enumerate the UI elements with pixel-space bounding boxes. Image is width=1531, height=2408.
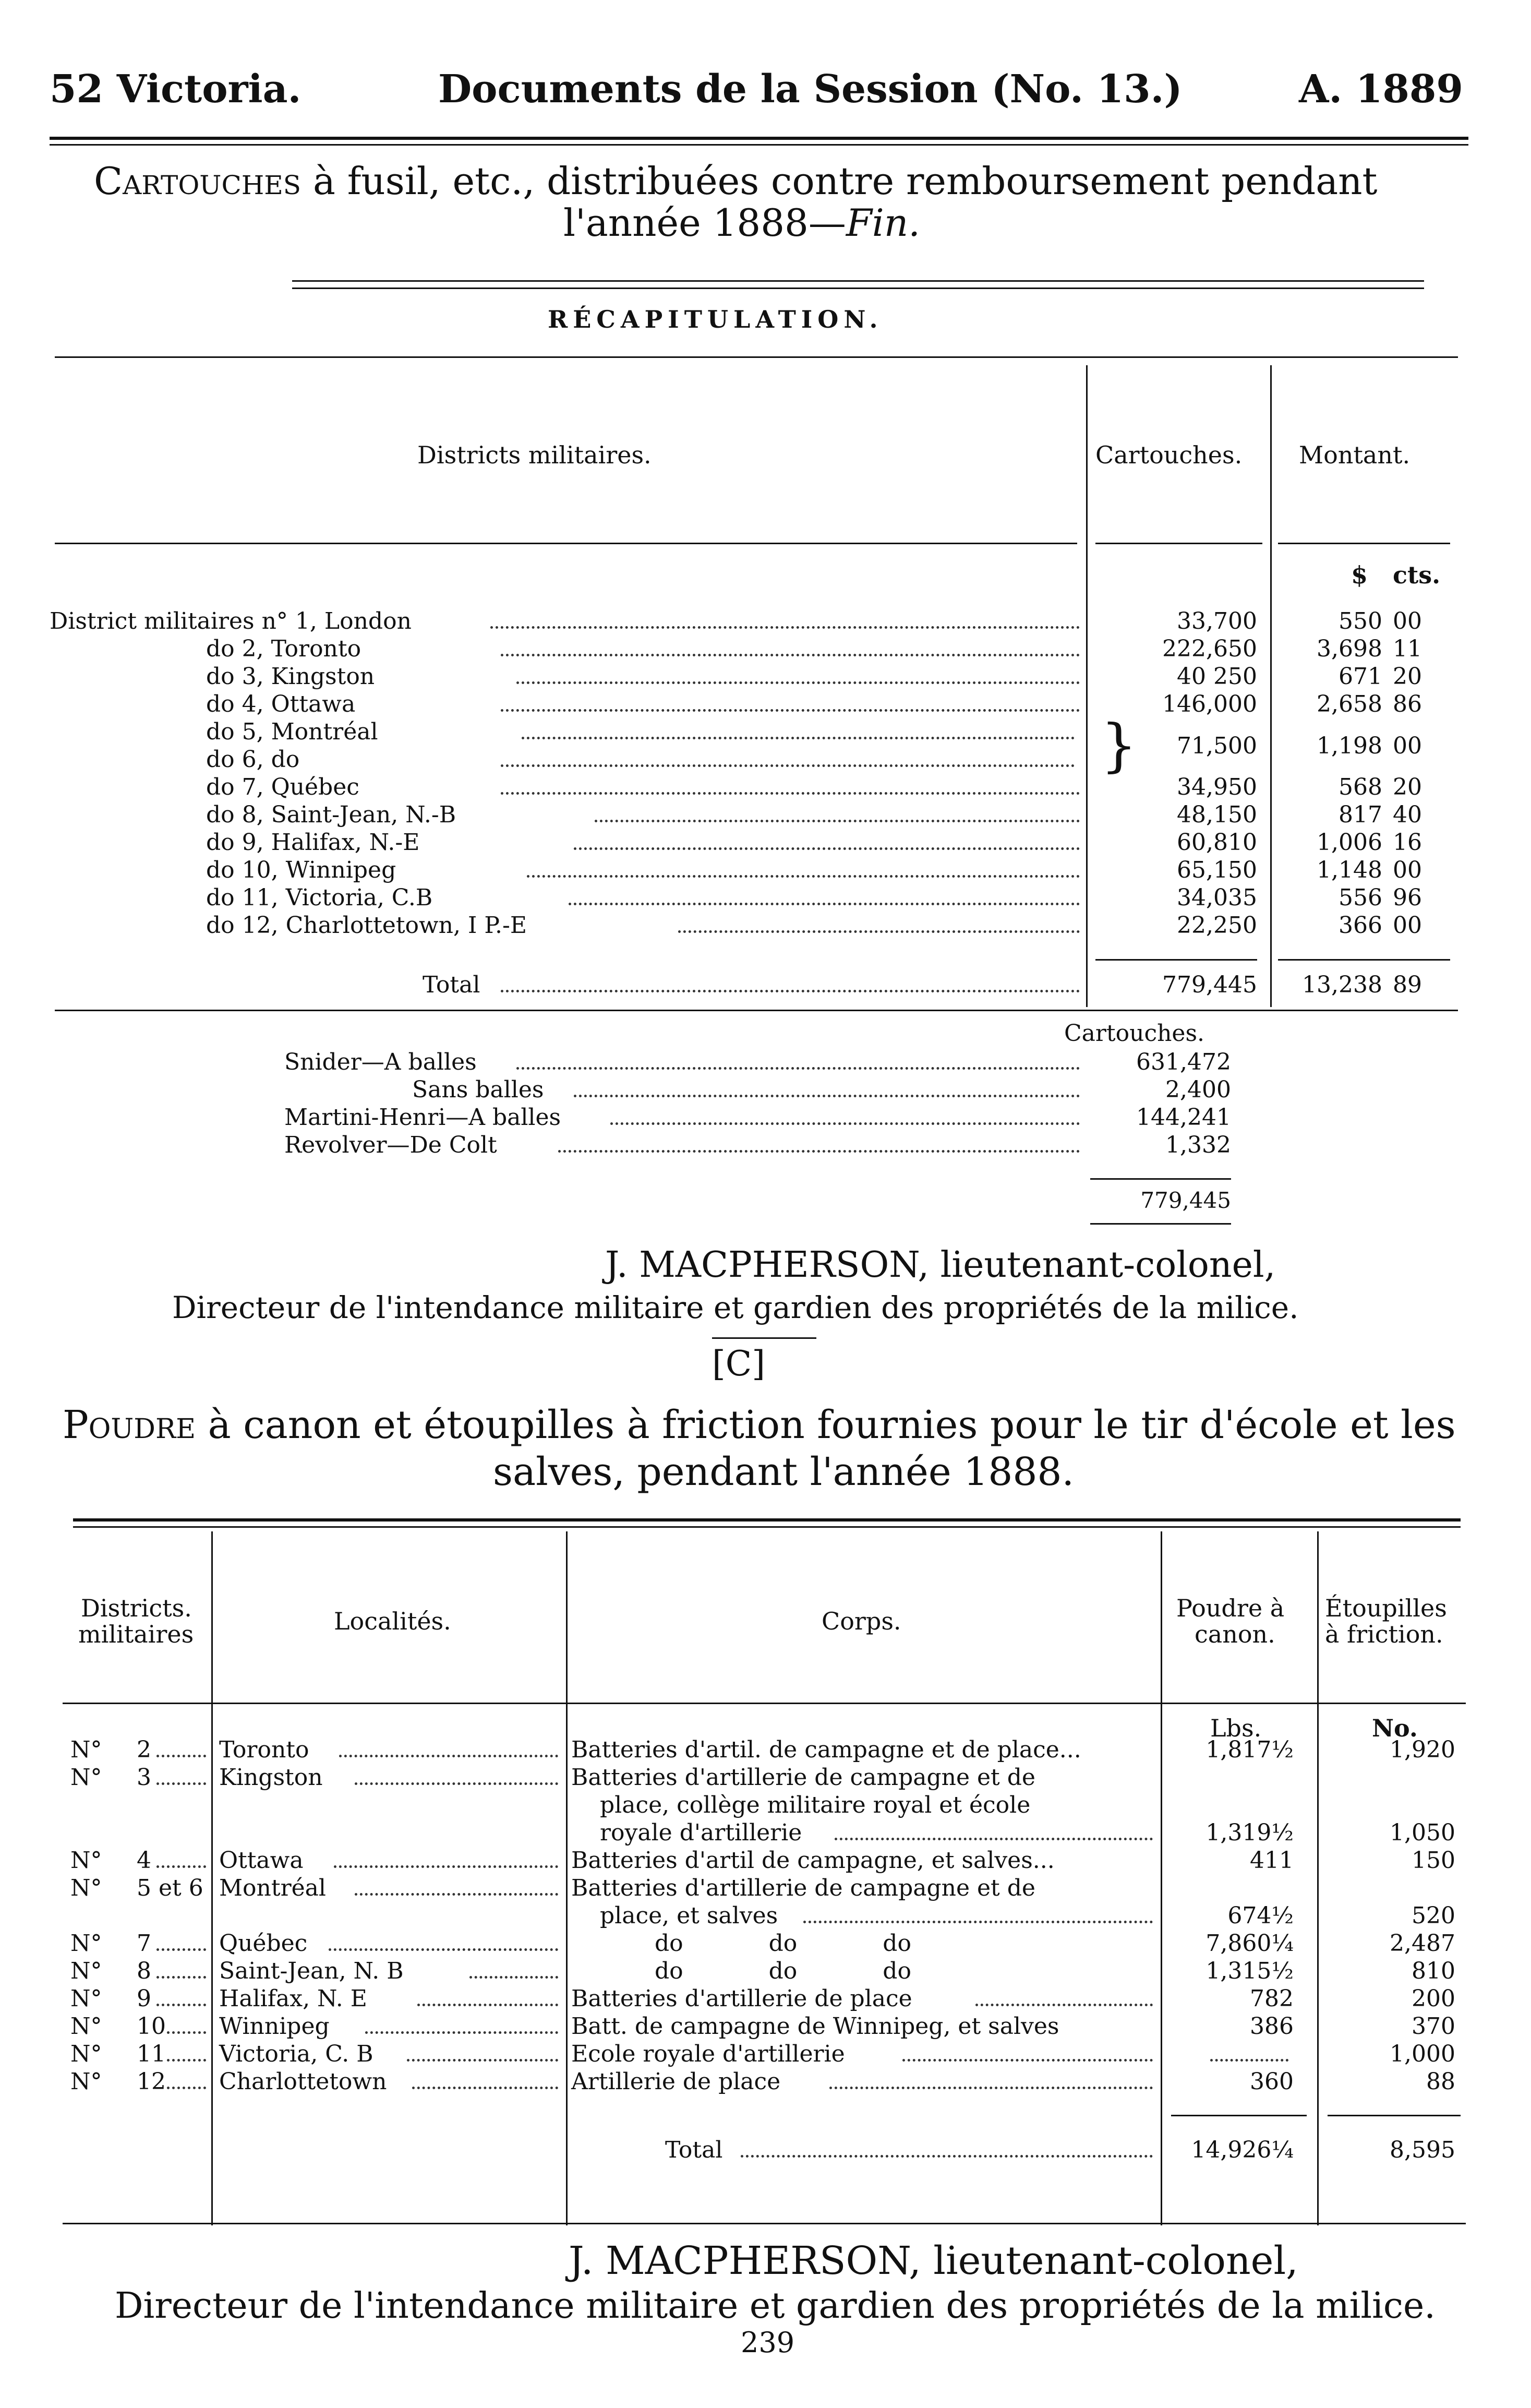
breakdown-dots	[610, 1122, 1080, 1125]
t2-col-localites: Localités.	[334, 1607, 451, 1635]
section1-title-caps: Cartouches	[94, 159, 302, 203]
t2-row-localite: Halifax, N. E	[219, 1985, 367, 2012]
t2-row-localite: Saint-Jean, N. B	[219, 1958, 404, 1984]
t2-row-localite: Montréal	[219, 1875, 326, 1901]
t1-col-districts: Districts militaires.	[417, 441, 652, 469]
t1-row-cts: 20	[1393, 663, 1422, 690]
breakdown-label: Sans balles	[412, 1076, 544, 1103]
t2-row-localite: Victoria, C. B	[219, 2041, 373, 2067]
t2-leader-dots	[334, 1865, 558, 1868]
t1-row-dollars: 550	[1339, 608, 1382, 634]
t2-total-poudre: 14,926¼	[1191, 2137, 1294, 2163]
t2-row-etoup: 1,920	[1390, 1736, 1455, 1763]
t2-row-corps: Artillerie de place	[571, 2068, 781, 2095]
t2-col-districts-1: Districts.	[81, 1594, 192, 1622]
t2-leader-dots	[1210, 2059, 1288, 2062]
t2-row-poudre: 7,860¼	[1205, 1930, 1294, 1957]
t2-col-poudre-1: Poudre à	[1176, 1594, 1285, 1622]
t1-row-label: do 4, Ottawa	[206, 691, 356, 717]
t1-leader-dots	[574, 847, 1080, 850]
recap-title: RÉCAPITULATION.	[548, 305, 883, 333]
t1-row-cart: 33,700	[1177, 608, 1257, 634]
section2-signature-name: J. MACPHERSON, lieutenant-colonel,	[569, 2238, 1298, 2283]
breakdown-label: Martini-Henri—A balles	[284, 1104, 561, 1131]
t2-col-etoup-2: à friction.	[1325, 1620, 1443, 1648]
t2-leader-dots	[355, 1782, 558, 1785]
t2-row-district: 7	[137, 1930, 151, 1957]
t2-leader-dots	[469, 1976, 558, 1979]
t2-row-district: 8	[137, 1958, 151, 1984]
t1-row-label: do 6, do	[206, 746, 300, 773]
section2-title-caps: Poudre	[63, 1403, 196, 1447]
t2-leader-dots	[741, 2155, 1153, 2158]
t1-head-rule-2	[1095, 543, 1262, 544]
t2-row-poudre: 411	[1250, 1847, 1294, 1874]
t1-total-cart: 779,445	[1162, 972, 1257, 998]
t2-row-poudre: 674½	[1227, 1902, 1294, 1929]
t1-leader-dots	[678, 930, 1080, 933]
t2-top-rule-b	[73, 1526, 1461, 1528]
t2-row-corps: Batteries d'artil. de campagne et de place...	[571, 1736, 1081, 1763]
t2-leader-dots	[365, 2031, 558, 2034]
t2-total-rule-1	[1171, 2115, 1307, 2116]
t2-leader-dots	[339, 1755, 558, 1757]
t2-row-district: 10	[137, 2013, 166, 2040]
recap-rule	[55, 356, 1458, 358]
header-center: Documents de la Session (No. 13.)	[438, 67, 1183, 112]
t2-row-corps: Batteries d'artillerie de place	[571, 1985, 912, 2012]
t1-leader-dots	[501, 764, 1075, 767]
t2-row-poudre: 1,315½	[1205, 1958, 1294, 1984]
t2-row-corps: do do do	[655, 1958, 911, 1984]
section1-title-line2	[563, 201, 920, 245]
t1-row-cart: 48,150	[1177, 801, 1257, 828]
t2-leader-dots	[417, 2004, 558, 2006]
t1-row-cart: 146,000	[1162, 691, 1257, 717]
t1-row-cts: 40	[1393, 801, 1422, 828]
t2-leader-dots	[167, 2031, 206, 2034]
t2-row-etoup: 1,050	[1390, 1819, 1455, 1846]
t1-leader-dots	[595, 820, 1080, 822]
section1-title-year: l'année 1888—	[563, 201, 846, 245]
t2-row-corps-cont: royale d'artillerie	[600, 1819, 802, 1846]
breakdown-dots	[574, 1095, 1080, 1097]
header-left: 52 Victoria.	[50, 67, 302, 112]
page-number: 239	[741, 2326, 795, 2359]
t1-row-label: do 11, Victoria, C.B	[206, 884, 433, 911]
t1-col-cartouches: Cartouches.	[1095, 441, 1243, 469]
header-rule-thick	[50, 137, 1468, 140]
breakdown-total-rule-1	[1090, 1178, 1231, 1180]
t2-col-poudre-2: canon.	[1195, 1620, 1275, 1648]
t2-row-n: N°	[70, 1764, 102, 1791]
t1-leader-dots	[490, 626, 1080, 629]
t2-row-district: 4	[137, 1847, 151, 1874]
t1-row-dollars: 1,198	[1317, 733, 1382, 759]
breakdown-header: Cartouches.	[1064, 1020, 1205, 1047]
t1-row-dollars: 1,006	[1317, 829, 1382, 856]
section2-title-rest: à canon et étoupilles à friction fournies pour le tir d'école et les	[196, 1403, 1456, 1447]
t2-row-n: N°	[70, 2068, 102, 2095]
t1-bottom-rule	[55, 1010, 1458, 1011]
section1-title-rest: à fusil, etc., distribuées contre remboursement pendant	[301, 159, 1378, 203]
t2-row-corps-cont: place, et salves	[600, 1902, 778, 1929]
t1-row-dollars: 1,148	[1317, 857, 1382, 883]
t2-row-corps: Ecole royale d'artillerie	[571, 2041, 845, 2067]
t2-col-divider-2	[566, 1531, 568, 2225]
breakdown-value: 144,241	[1136, 1104, 1231, 1131]
t1-row-dollars: 556	[1339, 884, 1382, 911]
t1-total-dollars: 13,238	[1302, 972, 1382, 998]
t1-leader-dots	[501, 792, 1080, 795]
t1-row-dollars: 568	[1339, 774, 1382, 800]
t1-row-label: do 12, Charlottetown, I P.-E	[206, 912, 527, 939]
t2-row-poudre: 386	[1250, 2013, 1294, 2040]
header-right: A. 1889	[1299, 67, 1463, 112]
t2-row-n: N°	[70, 1875, 102, 1901]
t2-row-district: 2	[137, 1736, 151, 1763]
t1-row-cts: 20	[1393, 774, 1422, 800]
t2-row-corps: Batteries d'artillerie de campagne et de	[571, 1764, 1035, 1791]
t1-col-divider-2	[1270, 365, 1272, 1007]
t1-total-cts: 89	[1393, 972, 1422, 998]
t2-col-divider-3	[1161, 1531, 1162, 2225]
breakdown-dots	[558, 1150, 1080, 1153]
t2-leader-dots	[835, 1838, 1153, 1840]
section1-signature-title: Directeur de l'intendance militaire et gardien des propriétés de la milice.	[172, 1290, 1299, 1325]
t2-row-corps: Batt. de campagne de Winnipeg, et salves	[571, 2013, 1059, 2040]
t2-row-n: N°	[70, 2041, 102, 2067]
t2-row-etoup: 810	[1412, 1958, 1455, 1984]
breakdown-label: Snider—A balles	[284, 1049, 477, 1075]
section2-label: [C]	[712, 1344, 765, 1384]
t1-row-dollars: 671	[1339, 663, 1382, 690]
t2-leader-dots	[156, 1948, 206, 1951]
t1-leader-dots	[569, 903, 1080, 905]
t1-row-label: do 9, Halifax, N.-E	[206, 829, 420, 856]
t1-leader-dots	[522, 737, 1075, 739]
section1-signature-name: J. MACPHERSON, lieutenant-colonel,	[605, 1244, 1276, 1286]
section1-rule-a	[292, 280, 1424, 282]
t1-unit-dollars: $	[1351, 561, 1368, 589]
t1-row-cts: 00	[1393, 608, 1422, 634]
breakdown-dots	[516, 1067, 1080, 1070]
t2-leader-dots	[355, 1893, 558, 1896]
t1-col-montant: Montant.	[1299, 441, 1411, 469]
t2-row-district: 11	[137, 2041, 166, 2067]
t1-row-label: do 8, Saint-Jean, N.-B	[206, 801, 456, 828]
t2-bottom-rule	[63, 2223, 1466, 2224]
t2-row-n: N°	[70, 1930, 102, 1957]
t2-row-etoup: 88	[1426, 2068, 1455, 2095]
t2-leader-dots	[329, 1948, 558, 1951]
t2-col-etoup-1: Étoupilles	[1325, 1594, 1447, 1622]
t2-row-localite: Winnipeg	[219, 2013, 330, 2040]
t2-col-divider-1	[211, 1531, 213, 2225]
t1-row-dollars: 3,698	[1317, 636, 1382, 662]
t1-row-cart: 71,500	[1177, 733, 1257, 759]
header-rule-thin	[50, 144, 1468, 146]
t2-row-etoup: 520	[1412, 1902, 1455, 1929]
t1-row-label: do 7, Québec	[206, 774, 359, 800]
t2-leader-dots	[167, 2087, 206, 2089]
t1-row-cart: 40 250	[1177, 663, 1257, 690]
t2-row-n: N°	[70, 1847, 102, 1874]
t2-row-corps: Batteries d'artil de campagne, et salves...	[571, 1847, 1055, 1874]
t2-row-localite: Kingston	[219, 1764, 323, 1791]
t1-total-rule-1	[1095, 959, 1257, 961]
t1-row-cts: 00	[1393, 912, 1422, 939]
section2-signature-title: Directeur de l'intendance militaire et gardien des propriétés de la milice.	[115, 2285, 1436, 2327]
t2-top-rule-a	[73, 1518, 1461, 1522]
t2-row-n: N°	[70, 1958, 102, 1984]
brace-icon: }	[1101, 712, 1137, 778]
t2-row-etoup: 200	[1412, 1985, 1455, 2012]
t2-head-rule	[63, 1703, 1466, 1704]
t1-row-cart: 34,035	[1177, 884, 1257, 911]
breakdown-value: 1,332	[1165, 1132, 1231, 1158]
t2-total-label: Total	[665, 2137, 723, 2163]
t1-row-dollars: 366	[1339, 912, 1382, 939]
section1-title-fin: Fin.	[846, 201, 921, 245]
t2-row-district: 5 et 6	[137, 1875, 203, 1901]
t2-unit-lbs: Lbs.	[1210, 1714, 1262, 1742]
t2-row-poudre: 782	[1250, 1985, 1294, 2012]
t2-leader-dots	[829, 2087, 1153, 2089]
t2-row-poudre: 1,319½	[1205, 1819, 1294, 1846]
t1-row-cts: 86	[1393, 691, 1422, 717]
section2-title-line1	[63, 1403, 1456, 1447]
t1-row-label: District militaires n° 1, London	[50, 608, 412, 634]
t2-leader-dots	[156, 1755, 206, 1757]
t2-leader-dots	[156, 2004, 206, 2006]
t1-row-label: do 5, Montréal	[206, 718, 378, 745]
t2-col-corps: Corps.	[822, 1607, 901, 1635]
t1-row-label: do 3, Kingston	[206, 663, 375, 690]
t2-leader-dots	[902, 2059, 1153, 2062]
t2-total-rule-2	[1328, 2115, 1461, 2116]
t2-row-corps: do do do	[655, 1930, 911, 1957]
breakdown-value: 631,472	[1136, 1049, 1231, 1075]
t2-row-district: 3	[137, 1764, 151, 1791]
t1-head-rule-1	[55, 543, 1077, 544]
t1-total-label: Total	[423, 972, 480, 998]
t1-row-cart: 34,950	[1177, 774, 1257, 800]
t2-row-district: 9	[137, 1985, 151, 2012]
t1-row-cart: 22,250	[1177, 912, 1257, 939]
t2-row-localite: Québec	[219, 1930, 308, 1957]
t1-unit-cts: cts.	[1393, 561, 1441, 589]
t1-row-cts: 00	[1393, 733, 1422, 759]
t2-leader-dots	[803, 1921, 1153, 1923]
t2-row-corps: Batteries d'artillerie de campagne et de	[571, 1875, 1035, 1901]
t2-unit-no: No.	[1372, 1714, 1418, 1742]
t2-row-n: N°	[70, 1985, 102, 2012]
t2-leader-dots	[412, 2087, 558, 2089]
t2-row-district: 12	[137, 2068, 166, 2095]
t2-row-localite: Ottawa	[219, 1847, 304, 1874]
t2-row-n: N°	[70, 2013, 102, 2040]
breakdown-label: Revolver—De Colt	[284, 1132, 497, 1158]
t2-col-districts-2: militaires	[78, 1620, 194, 1648]
t1-head-rule-3	[1278, 543, 1450, 544]
t2-leader-dots	[167, 2059, 206, 2062]
t2-total-etoup: 8,595	[1390, 2137, 1455, 2163]
t1-leader-dots	[516, 681, 1080, 684]
section2-title-line2: salves, pendant l'année 1888.	[493, 1449, 1075, 1494]
t1-row-cart: 222,650	[1162, 636, 1257, 662]
t1-row-cts: 16	[1393, 829, 1422, 856]
t1-row-cart: 65,150	[1177, 857, 1257, 883]
t2-row-poudre: 1,817½	[1205, 1736, 1294, 1763]
t1-row-cts: 00	[1393, 857, 1422, 883]
t2-row-etoup: 2,487	[1390, 1930, 1455, 1957]
t1-row-dollars: 817	[1339, 801, 1382, 828]
t1-row-label: do 10, Winnipeg	[206, 857, 396, 883]
t1-row-cart: 60,810	[1177, 829, 1257, 856]
t2-row-etoup: 150	[1412, 1847, 1455, 1874]
t1-leader-dots	[501, 709, 1080, 712]
t2-row-corps-cont: place, collège militaire royal et école	[600, 1792, 1031, 1818]
t2-leader-dots	[156, 1976, 206, 1979]
breakdown-total: 779,445	[1140, 1188, 1231, 1213]
t1-leader-dots	[501, 990, 1080, 992]
t1-row-cts: 11	[1393, 636, 1422, 662]
t1-total-rule-2	[1278, 959, 1450, 961]
t1-row-dollars: 2,658	[1317, 691, 1382, 717]
t1-leader-dots	[501, 654, 1080, 656]
t2-row-n: N°	[70, 1736, 102, 1763]
t1-row-cts: 96	[1393, 884, 1422, 911]
t2-leader-dots	[156, 1865, 206, 1868]
section1-rule-b	[292, 287, 1424, 289]
t2-leader-dots	[407, 2059, 558, 2062]
t1-leader-dots	[527, 875, 1080, 878]
t1-row-label: do 2, Toronto	[206, 636, 361, 662]
breakdown-value: 2,400	[1165, 1076, 1231, 1103]
t2-row-etoup: 370	[1412, 2013, 1455, 2040]
section1-title-line1	[94, 159, 1378, 203]
t1-col-divider-1	[1086, 365, 1088, 1007]
t2-leader-dots	[156, 1782, 206, 1785]
t2-row-localite: Toronto	[219, 1736, 309, 1763]
section2-short-rule	[712, 1337, 816, 1339]
t2-row-localite: Charlottetown	[219, 2068, 387, 2095]
breakdown-total-rule-2	[1090, 1223, 1231, 1225]
t2-col-divider-4	[1317, 1531, 1319, 2225]
t2-leader-dots	[975, 2004, 1153, 2006]
t2-row-poudre: 360	[1250, 2068, 1294, 2095]
t2-row-etoup: 1,000	[1390, 2041, 1455, 2067]
